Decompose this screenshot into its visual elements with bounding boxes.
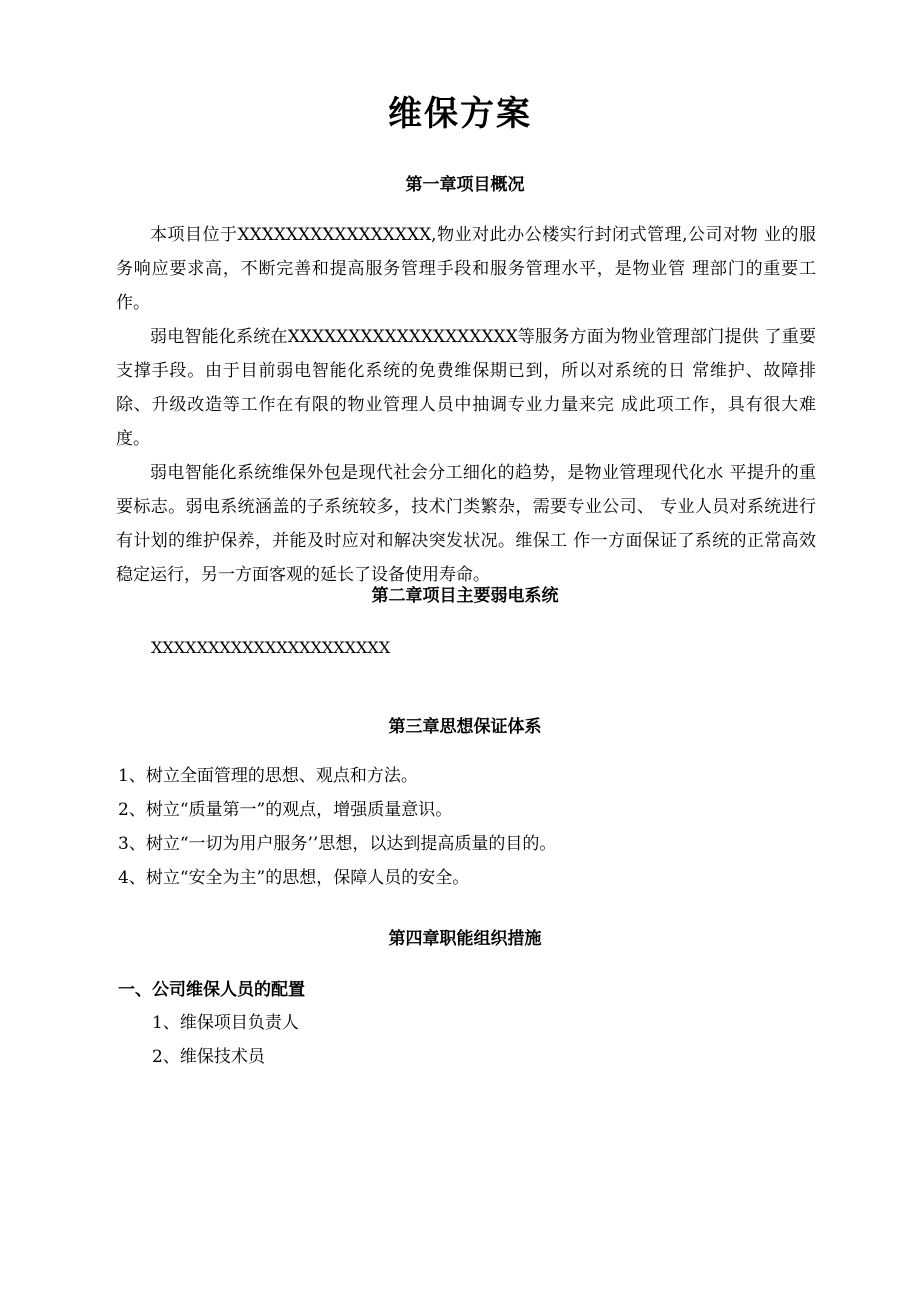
chapter2-heading: 第二章项目主要弱电系统 (371, 586, 559, 606)
chapter4-section1-heading: 一、公司维保人员的配置 (118, 980, 305, 1000)
chapter1-body (116, 218, 816, 592)
document-title: 维保方案 (388, 94, 532, 134)
chapter4-section1-item-1: 1、维保项目负责人 (152, 1013, 299, 1033)
chapter3-item-1: 1、树立全面管理的思想、观点和方法。 (118, 766, 418, 786)
chapter1-paragraph-1: 本项目位于XXXXXXXXXXXXXXXX,物业对此办公楼实行封闭式管理,公司对物 业的服务响应要求高，不断完善和提高服务管理手段和服务管理水平，是物业管 理部门的重要工作。 (116, 225, 816, 313)
chapter4-heading: 第四章职能组织措施 (388, 929, 542, 949)
chapter3-heading: 第三章思想保证体系 (388, 717, 542, 737)
chapter3-item-4: 4、树立“安全为主”的思想，保障人员的安全。 (118, 868, 470, 888)
chapter1-paragraph-3: 弱电智能化系统维保外包是现代社会分工细化的趋势，是物业管理现代化水 平提升的重要标志。弱电系统涵盖的子系统较多，技术门类繁杂，需要专业公司、 专业人员对系统进行有计划的维护保养，并能及时应对和解决突发状况。维保工 作一方面保证了系统的正常高效稳定运行，另一方面客观的延长了设备使用寿命。 (116, 463, 816, 585)
chapter3-item-2: 2、树立“质量第一”的观点，增强质量意识。 (118, 800, 453, 820)
chapter1-heading: 第一章项目概况 (405, 175, 525, 195)
chapter4-section1-list (152, 1006, 299, 1074)
chapter2-content: XXXXXXXXXXXXXXXXXXXXX (151, 638, 391, 657)
chapter4-section1-item-2: 2、维保技术员 (152, 1047, 265, 1067)
chapter1-paragraph-2: 弱电智能化系统在XXXXXXXXXXXXXXXXXXX等服务方面为物业管理部门提供 了重要支撑手段。由于目前弱电智能化系统的免费维保期已到，所以对系统的日 常维护、故障排除、升级改造等工作在有限的物业管理人员中抽调专业力量来完 成此项工作，具有很大难度。 (116, 327, 816, 449)
chapter3-list (118, 759, 556, 895)
chapter3-item-3: 3、树立“一切为用户服务’’思想，以达到提高质量的目的。 (118, 834, 557, 854)
